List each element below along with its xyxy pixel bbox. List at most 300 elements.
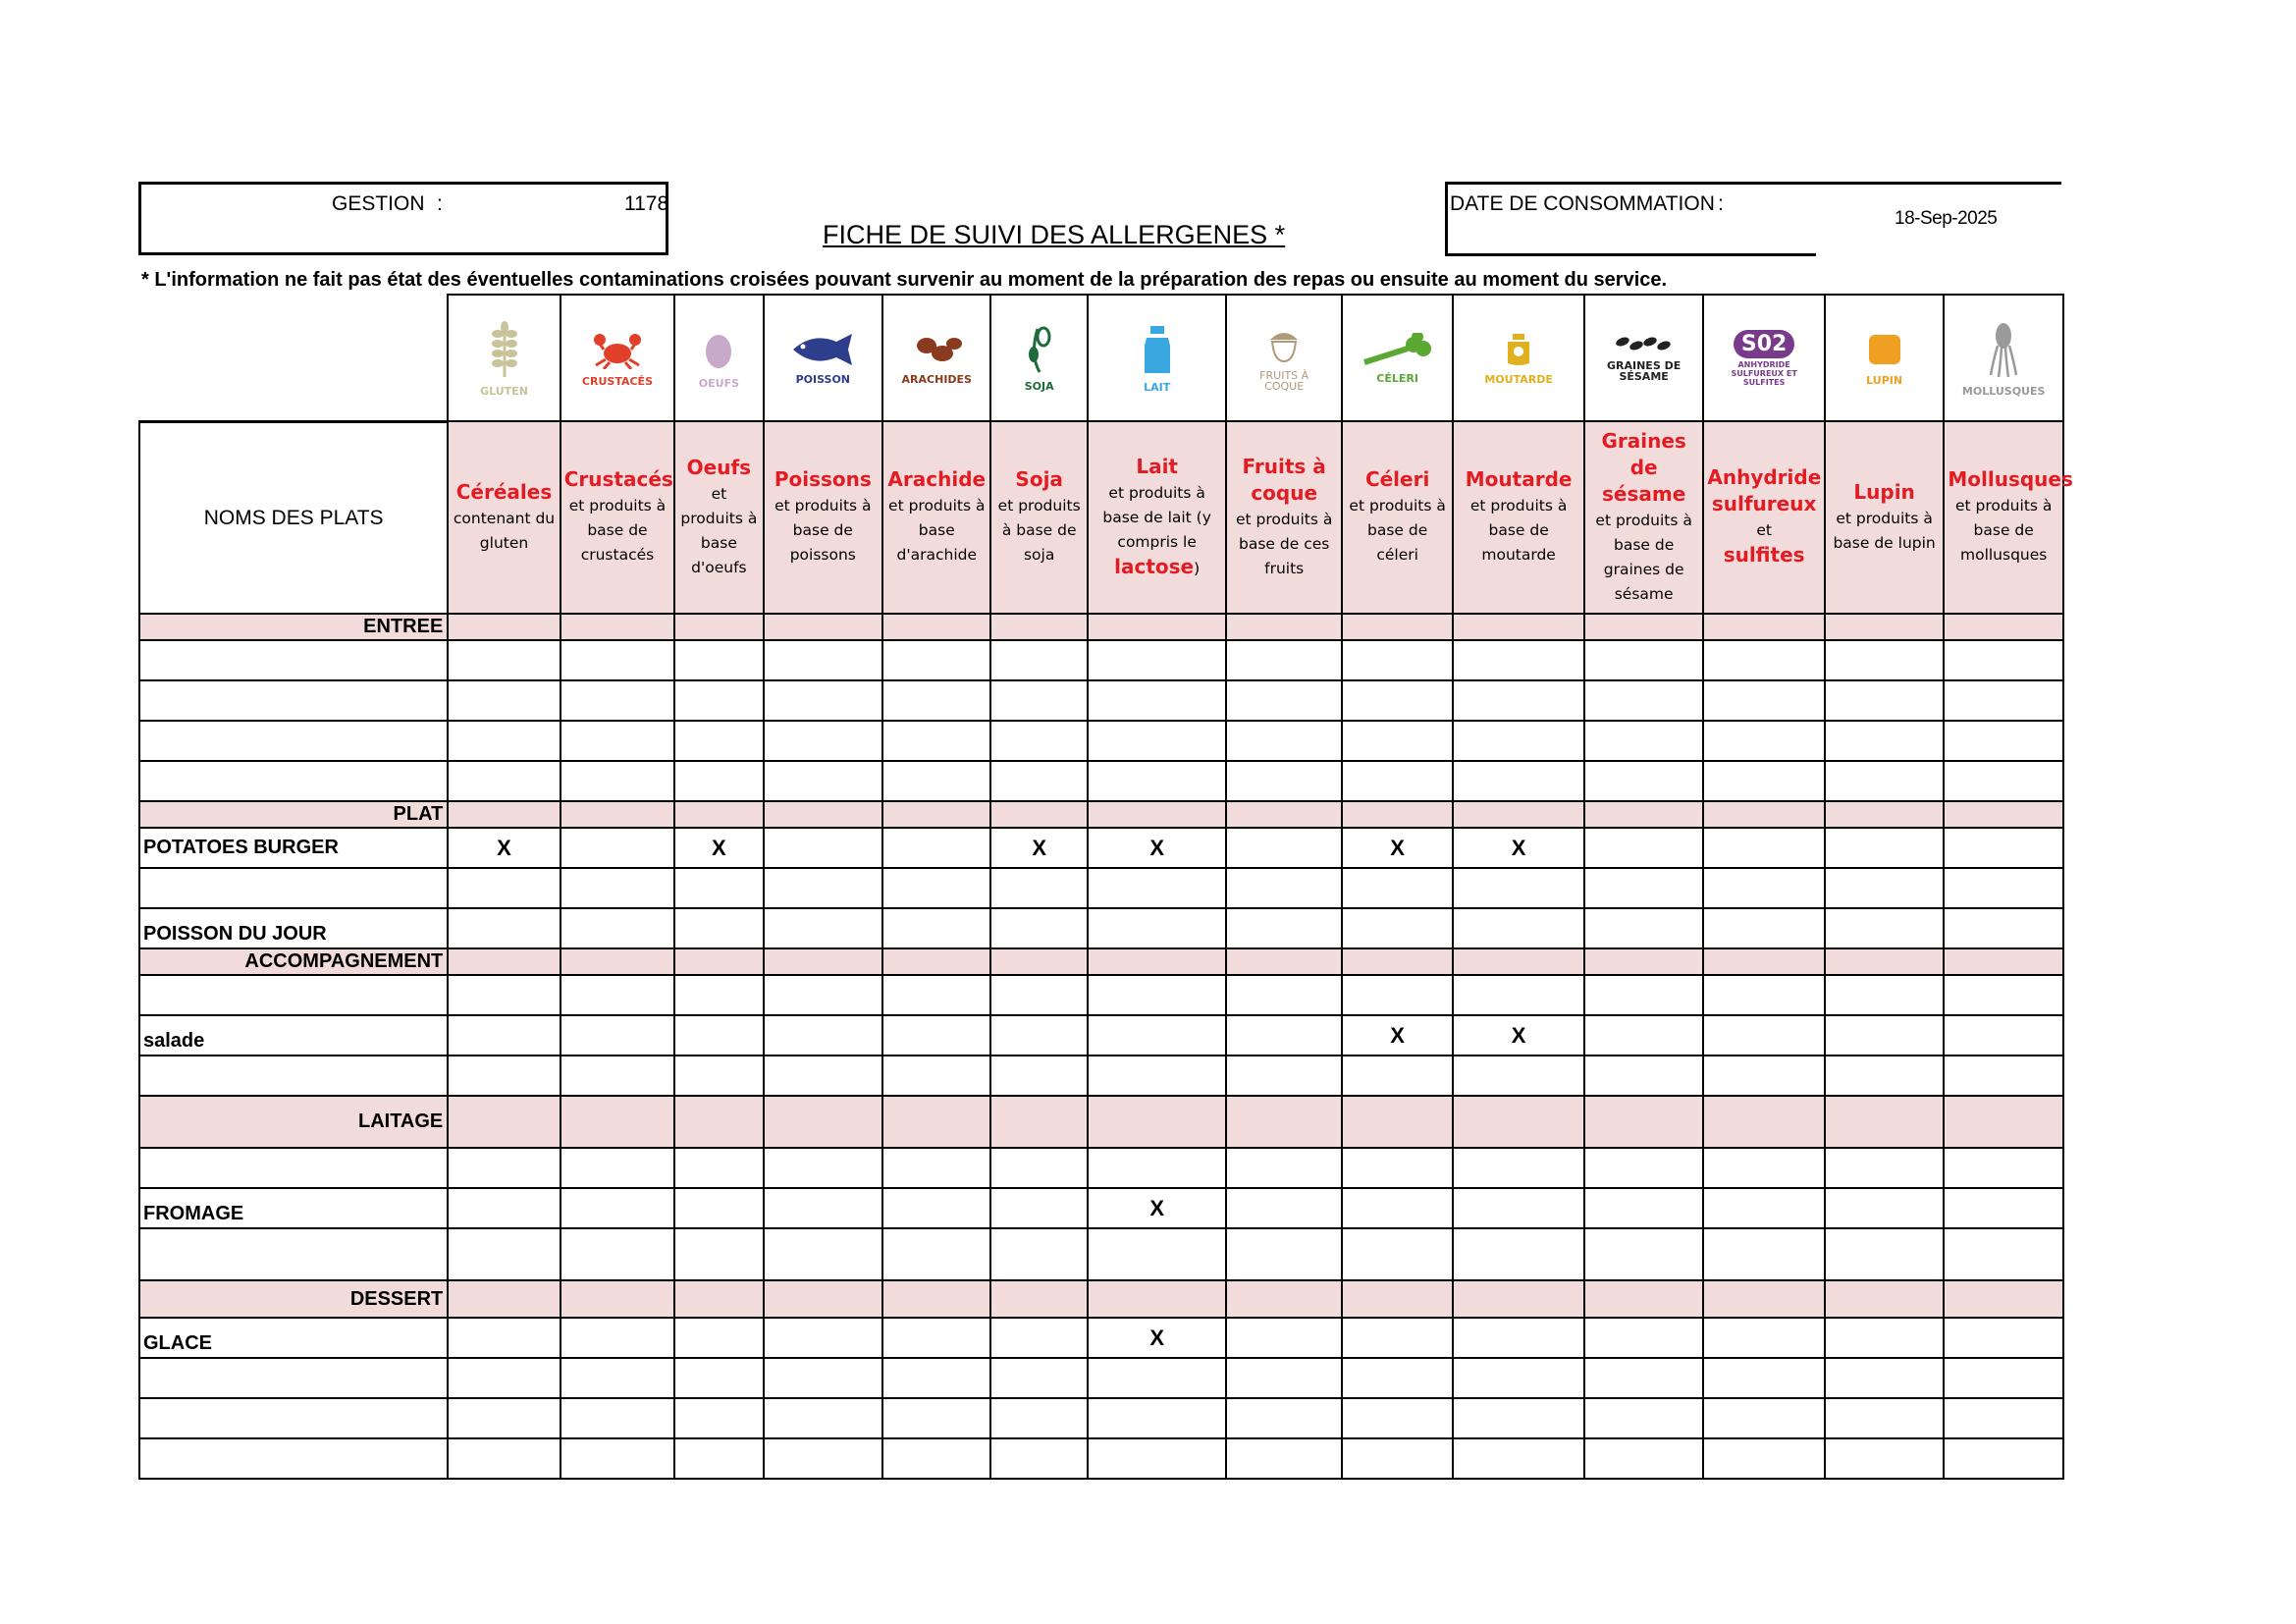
allergen-cell	[561, 801, 674, 828]
allergen-cell	[1342, 868, 1453, 908]
allergen-cell	[561, 1358, 674, 1398]
allergen-cell	[1584, 1280, 1703, 1318]
allergen-cell	[1944, 761, 2063, 801]
allergen-cell	[448, 1148, 560, 1188]
allergen-cell	[674, 801, 763, 828]
wheat-icon	[449, 320, 559, 397]
allergen-cell	[990, 1280, 1087, 1318]
allergen-mark: X	[1032, 835, 1047, 860]
allergen-cell	[1703, 680, 1825, 721]
allergen-cell	[674, 680, 763, 721]
allergen-cell	[448, 614, 560, 640]
allergen-cell	[990, 1148, 1087, 1188]
allergen-cell	[764, 761, 882, 801]
allergen-column-header	[674, 421, 763, 614]
allergen-cell	[990, 1096, 1087, 1148]
allergen-cell	[1088, 801, 1227, 828]
allergen-cell	[990, 948, 1087, 975]
allergen-cell	[448, 761, 560, 801]
allergen-column-header	[1088, 421, 1227, 614]
icon-label: LAIT	[1144, 380, 1171, 394]
allergen-icon-cell	[561, 295, 674, 421]
section-row	[139, 1096, 2063, 1148]
icon-label: MOUTARDE	[1484, 372, 1553, 386]
allergen-cell	[1584, 721, 1703, 761]
date-box	[1445, 182, 1816, 256]
date-value: 18-Sep-2025	[1895, 208, 1998, 229]
allergen-cell	[1226, 908, 1341, 948]
allergen-cell	[1088, 1280, 1227, 1318]
allergen-cell	[1453, 948, 1584, 975]
allergen-cell	[1584, 801, 1703, 828]
allergen-cell	[1584, 680, 1703, 721]
allergen-cell	[1944, 1438, 2063, 1479]
allergen-cell	[561, 1438, 674, 1479]
allergen-name-secondary: lactose	[1114, 554, 1195, 578]
allergen-cell	[882, 680, 990, 721]
allergen-cell	[1453, 640, 1584, 680]
allergen-cell	[448, 801, 560, 828]
allergen-cell	[882, 975, 990, 1015]
allergen-cell	[448, 1438, 560, 1479]
allergen-cell	[1453, 868, 1584, 908]
allergen-cell	[990, 721, 1087, 761]
allergen-cell	[1703, 948, 1825, 975]
allergen-cell	[1088, 1096, 1227, 1148]
allergen-cell	[1825, 1358, 1944, 1398]
allergen-cell	[561, 1228, 674, 1280]
allergen-name: Lait	[1136, 454, 1178, 478]
allergen-cell	[448, 948, 560, 975]
dish-row	[139, 1358, 2063, 1398]
allergen-column-header	[1453, 421, 1584, 614]
allergen-cell	[1088, 721, 1227, 761]
allergen-cell	[764, 828, 882, 868]
allergen-cell	[1226, 1188, 1341, 1228]
allergen-icon-cell	[1944, 295, 2063, 421]
allergen-cell	[1584, 868, 1703, 908]
allergen-name: Anhydride sulfureux	[1707, 465, 1822, 515]
allergen-name: Crustacés	[563, 467, 673, 491]
icon-label: MOLLUSQUES	[1961, 384, 2046, 398]
allergen-icon-cell	[1703, 295, 1825, 421]
gestion-value: 1178	[624, 192, 669, 215]
allergen-cell	[1584, 1398, 1703, 1438]
allergen-cell	[990, 761, 1087, 801]
dish-name	[139, 640, 448, 680]
icon-graphic	[1361, 333, 1435, 371]
allergen-cell	[882, 1438, 990, 1479]
allergen-cell	[1703, 908, 1825, 948]
allergen-cell	[1088, 680, 1227, 721]
allergen-cell	[1453, 1318, 1584, 1358]
allergen-cell	[1088, 1148, 1227, 1188]
allergen-cell	[1825, 1438, 1944, 1479]
allergen-cell	[674, 1148, 763, 1188]
celery-icon	[1343, 333, 1452, 384]
allergen-cell	[764, 1148, 882, 1188]
allergen-cell	[764, 1188, 882, 1228]
allergen-cell	[1226, 1398, 1341, 1438]
allergen-cell	[1226, 614, 1341, 640]
allergen-cell	[1944, 680, 2063, 721]
allergen-cell	[674, 908, 763, 948]
allergen-cell	[764, 1318, 882, 1358]
allergen-cell	[561, 1096, 674, 1148]
allergen-cell	[882, 1188, 990, 1228]
allergen-cell	[448, 1318, 560, 1358]
allergen-cell	[1944, 868, 2063, 908]
dish-row	[139, 828, 2063, 868]
allergen-cell	[1703, 975, 1825, 1015]
allergen-cell	[882, 868, 990, 908]
column-header-row	[139, 421, 2063, 614]
allergen-cell	[1703, 1318, 1825, 1358]
allergen-cell	[1342, 1318, 1453, 1358]
allergen-column-header	[882, 421, 990, 614]
fish-icon	[765, 332, 881, 385]
allergen-cell	[882, 1228, 990, 1280]
dish-row	[139, 721, 2063, 761]
allergen-cell	[1944, 948, 2063, 975]
allergen-cell	[561, 1318, 674, 1358]
allergen-cell	[1825, 1398, 1944, 1438]
allergen-cell	[1226, 1318, 1341, 1358]
allergen-cell	[1453, 761, 1584, 801]
section-row	[139, 1280, 2063, 1318]
icon-label: SOJA	[1024, 379, 1054, 393]
dish-row	[139, 1015, 2063, 1056]
allergen-cell	[1703, 640, 1825, 680]
allergen-cell	[1342, 1056, 1453, 1096]
dish-name	[139, 868, 448, 908]
allergen-cell	[1226, 1358, 1341, 1398]
dish-row	[139, 1398, 2063, 1438]
icon-label: ANHYDRIDE SULFUREUX ET SULFITES	[1731, 359, 1797, 387]
allergen-name: Mollusques	[1948, 467, 2073, 491]
allergen-cell	[764, 614, 882, 640]
allergen-cell	[1825, 948, 1944, 975]
allergen-cell	[674, 1188, 763, 1228]
allergen-cell	[674, 1228, 763, 1280]
allergen-cell	[674, 868, 763, 908]
allergen-cell	[674, 1056, 763, 1096]
allergen-cell	[882, 640, 990, 680]
allergen-mark: X	[1149, 1325, 1164, 1350]
allergen-cell	[1088, 1318, 1227, 1358]
allergen-description: et produits à base de moutarde	[1469, 497, 1568, 564]
dish-name: salade	[139, 1015, 448, 1056]
egg-icon	[675, 328, 762, 389]
icon-label: GLUTEN	[480, 384, 528, 398]
allergen-cell	[1944, 1056, 2063, 1096]
allergen-cell	[674, 1358, 763, 1398]
nut-icon	[1227, 324, 1340, 392]
allergen-icon-cell	[1342, 295, 1453, 421]
allergen-description: et produits à base de poissons	[774, 497, 872, 564]
section-row	[139, 801, 2063, 828]
allergen-icon-cell	[882, 295, 990, 421]
allergen-cell	[1584, 1438, 1703, 1479]
allergen-cell	[1226, 1096, 1341, 1148]
allergen-cell	[561, 1056, 674, 1096]
allergen-cell	[1825, 975, 1944, 1015]
allergen-column-header	[1944, 421, 2073, 614]
allergen-cell	[1088, 975, 1227, 1015]
allergen-icon-cell	[1088, 295, 1227, 421]
allergen-cell	[561, 1398, 674, 1438]
allergen-cell	[764, 1228, 882, 1280]
allergen-name: Arachide	[887, 467, 987, 491]
allergen-cell	[1703, 1228, 1825, 1280]
allergen-cell	[1342, 1228, 1453, 1280]
allergen-icon-cell	[1825, 295, 1944, 421]
allergen-cell	[1825, 1096, 1944, 1148]
dish-name	[139, 721, 448, 761]
dish-name	[139, 1398, 448, 1438]
allergen-cell	[1944, 801, 2063, 828]
allergen-name: Fruits à coque	[1242, 454, 1326, 505]
allergen-cell	[1342, 908, 1453, 948]
dish-row	[139, 640, 2063, 680]
dish-name	[139, 1148, 448, 1188]
allergen-cell	[561, 614, 674, 640]
allergen-name: Soja	[1015, 467, 1063, 491]
allergen-name: Moutarde	[1465, 467, 1573, 491]
allergen-cell	[561, 1015, 674, 1056]
dish-name: POTATOES BURGER	[139, 828, 448, 868]
allergen-column-header	[1825, 421, 1944, 614]
allergen-column-header	[1342, 421, 1453, 614]
allergen-cell	[990, 801, 1087, 828]
dish-row	[139, 908, 2063, 948]
allergen-column-header	[1226, 421, 1341, 614]
allergen-cell	[764, 1280, 882, 1318]
allergen-cell	[882, 801, 990, 828]
allergen-cell	[448, 1280, 560, 1318]
allergen-cell	[882, 948, 990, 975]
allergen-description: et produits à base de graines de sésame	[1595, 511, 1692, 603]
allergen-cell	[764, 1398, 882, 1438]
dish-name: POISSON DU JOUR	[139, 908, 448, 948]
allergen-cell	[1342, 680, 1453, 721]
allergen-icon-cell	[1584, 295, 1703, 421]
allergen-cell	[882, 908, 990, 948]
allergen-cell	[1342, 721, 1453, 761]
allergen-cell	[764, 948, 882, 975]
allergen-name: Céréales	[455, 479, 553, 504]
allergen-cell	[1088, 908, 1227, 948]
allergen-cell	[764, 975, 882, 1015]
allergen-cell	[1342, 1358, 1453, 1398]
milk-icon	[1089, 324, 1226, 393]
icon-graphic	[485, 320, 524, 384]
section-label: LAITAGE	[139, 1096, 448, 1148]
page-title: FICHE DE SUIVI DES ALLERGENES *	[823, 220, 1286, 249]
allergen-cell	[1342, 975, 1453, 1015]
icon-graphic	[787, 332, 858, 372]
allergen-cell	[1226, 721, 1341, 761]
icon-graphic	[1022, 325, 1057, 379]
allergen-cell	[1703, 1056, 1825, 1096]
mustard-icon	[1454, 332, 1583, 385]
allergen-cell	[764, 1015, 882, 1056]
dish-name	[139, 1056, 448, 1096]
allergen-mark: X	[1511, 835, 1526, 860]
allergen-cell	[1825, 1188, 1944, 1228]
allergen-cell	[1342, 1398, 1453, 1438]
allergen-cell	[882, 1280, 990, 1318]
allergen-cell	[674, 975, 763, 1015]
allergen-mark: X	[1149, 835, 1164, 860]
allergen-cell	[1453, 1228, 1584, 1280]
allergen-cell	[882, 1318, 990, 1358]
allergen-name: Graines de sésame	[1601, 428, 1686, 506]
allergen-cell	[448, 868, 560, 908]
allergen-cell	[1226, 868, 1341, 908]
icon-label: POISSON	[795, 372, 851, 386]
allergen-name: Poissons	[774, 467, 872, 491]
allergen-cell	[1226, 1438, 1341, 1479]
allergen-cell	[1342, 1096, 1453, 1148]
allergen-cell	[1703, 868, 1825, 908]
icon-row	[139, 295, 2063, 421]
icon-label: CÉLERI	[1376, 371, 1418, 385]
allergen-cell	[990, 908, 1087, 948]
icon-graphic	[702, 328, 735, 376]
allergen-cell	[1584, 1148, 1703, 1188]
allergen-cell	[990, 1228, 1087, 1280]
allergen-cell	[1226, 975, 1341, 1015]
dish-name	[139, 975, 448, 1015]
allergen-cell	[1088, 614, 1227, 640]
allergen-cell	[1825, 1228, 1944, 1280]
allergen-cell	[990, 975, 1087, 1015]
allergen-cell	[1342, 1188, 1453, 1228]
gestion-label: GESTION	[332, 192, 425, 215]
allergen-cell	[1584, 1228, 1703, 1280]
allergen-cell	[882, 1148, 990, 1188]
dish-row	[139, 1318, 2063, 1358]
allergen-cell	[1944, 614, 2063, 640]
allergen-cell	[1088, 761, 1227, 801]
allergen-description: et produits à base de crustacés	[568, 497, 667, 564]
allergen-cell	[1825, 1280, 1944, 1318]
allergen-cell	[1584, 1015, 1703, 1056]
allergen-icon-cell	[1453, 295, 1584, 421]
allergen-cell	[1703, 1188, 1825, 1228]
allergen-cell	[764, 868, 882, 908]
section-label: ENTREE	[139, 614, 448, 640]
allergen-cell	[990, 1188, 1087, 1228]
allergen-cell	[1944, 1358, 2063, 1398]
allergen-cell	[1226, 828, 1341, 868]
dish-name	[139, 1228, 448, 1280]
allergen-cell	[561, 828, 674, 868]
allergen-cell	[674, 1438, 763, 1479]
dish-row	[139, 868, 2063, 908]
allergen-cell	[1703, 1438, 1825, 1479]
allergen-cell	[674, 721, 763, 761]
crab-icon	[561, 330, 673, 387]
allergen-cell	[1584, 1318, 1703, 1358]
allergen-cell	[1944, 908, 2063, 948]
allergen-column-header	[1584, 421, 1703, 614]
allergen-cell	[561, 1280, 674, 1318]
allergen-cell	[1453, 680, 1584, 721]
dish-row	[139, 1148, 2063, 1188]
allergen-cell	[1088, 1398, 1227, 1438]
allergen-cell	[561, 975, 674, 1015]
allergen-cell	[1584, 1188, 1703, 1228]
icon-graphic	[590, 330, 645, 374]
allergen-cell	[882, 1056, 990, 1096]
allergen-cell	[1703, 721, 1825, 761]
allergen-cell	[561, 680, 674, 721]
allergen-cell	[561, 761, 674, 801]
allergen-cell	[990, 1056, 1087, 1096]
allergen-icon-cell	[990, 295, 1087, 421]
blank-corner	[139, 295, 448, 421]
allergen-cell	[1584, 1096, 1703, 1148]
allergen-cell	[1584, 908, 1703, 948]
allergen-cell	[448, 721, 560, 761]
allergen-cell	[764, 908, 882, 948]
gestion-box	[138, 182, 668, 255]
allergen-cell	[674, 1318, 763, 1358]
allergen-cell	[1226, 1148, 1341, 1188]
allergen-cell	[1088, 828, 1227, 868]
allergen-cell	[764, 640, 882, 680]
allergen-description: et produits à base d'arachide	[888, 497, 986, 564]
allergen-mark: X	[1390, 1022, 1405, 1048]
allergen-cell	[1944, 975, 2063, 1015]
soy-icon	[991, 325, 1086, 392]
allergen-description: et produits à base de lupin	[1833, 509, 1936, 552]
allergen-name: Lupin	[1853, 479, 1915, 504]
allergen-icon-cell	[1226, 295, 1341, 421]
allergen-cell	[1703, 1096, 1825, 1148]
allergen-cell	[1453, 1148, 1584, 1188]
allergen-cell	[882, 1358, 990, 1398]
allergen-cell	[448, 1358, 560, 1398]
allergen-cell	[1088, 948, 1227, 975]
allergen-cell	[1088, 1358, 1227, 1398]
allergen-mark: X	[1511, 1022, 1526, 1048]
allergen-cell	[448, 975, 560, 1015]
allergen-cell	[1584, 761, 1703, 801]
allergen-cell	[1944, 1015, 2063, 1056]
allergen-description: contenant du gluten	[453, 509, 556, 552]
allergen-description: et produits à base d'oeufs	[680, 484, 758, 576]
allergen-cell	[990, 680, 1087, 721]
allergen-cell	[1453, 1096, 1584, 1148]
sesame-icon	[1585, 334, 1702, 382]
allergen-cell	[882, 1096, 990, 1148]
allergen-cell	[674, 614, 763, 640]
allergen-cell	[1088, 1015, 1227, 1056]
date-top-line	[1816, 182, 2061, 185]
allergen-name-secondary: sulfites	[1723, 543, 1805, 567]
allergen-cell	[1453, 1015, 1584, 1056]
allergen-cell	[1825, 761, 1944, 801]
allergen-cell	[561, 868, 674, 908]
allergen-icon-cell	[674, 295, 763, 421]
allergen-cell	[448, 1188, 560, 1228]
allergen-cell	[1825, 614, 1944, 640]
allergen-cell	[990, 640, 1087, 680]
allergen-column-header	[1703, 421, 1825, 614]
